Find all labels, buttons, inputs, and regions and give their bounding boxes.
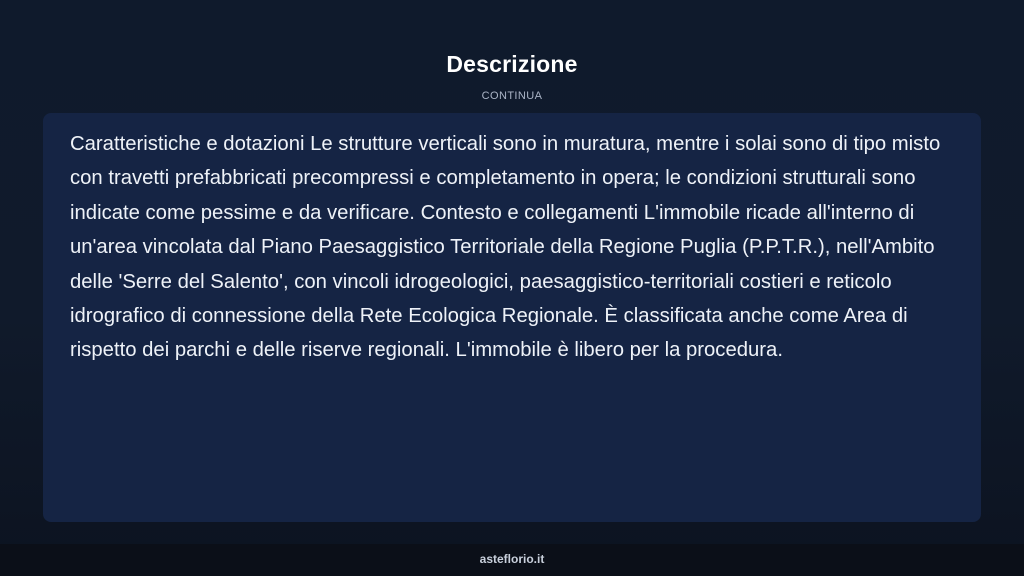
footer-bar	[0, 544, 1024, 576]
footer-site-name: asteflorio.it	[479, 552, 545, 566]
description-text: Caratteristiche e dotazioni Le strutture verticali sono in muratura, mentre i solai sono di tipo misto con travetti prefabbricati precompressi e completamento in opera; le condizioni strutturali sono indicate come pessime e da verificare. Contesto e collegamenti L'immobile ricade all'interno di un'area vincolata dal Piano Paesaggistico Territoriale della Regione Puglia (P.P.T.R.), nell'Ambito delle 'Serre del Salento', con vincoli idrogeologici, paesaggistico-territoriali costieri e reticolo idrografico di connessione della Rete Ecologica Regionale. È classificata anche come Area di rispetto dei parchi e delle riserve regionali. L'immobile è libero per la procedura.	[70, 133, 941, 362]
page-title: Descrizione	[446, 51, 578, 77]
description-card	[43, 113, 981, 522]
continue-label: CONTINUA	[481, 90, 543, 102]
